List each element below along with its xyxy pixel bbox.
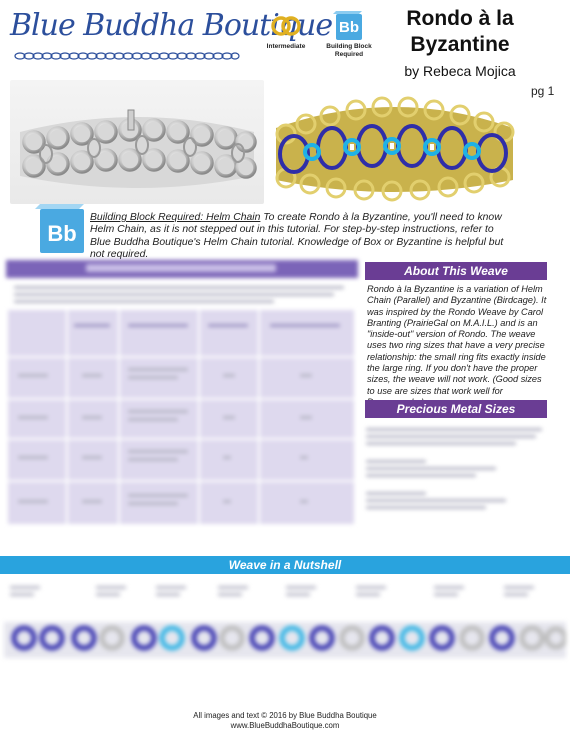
nutshell-heading: Weave in a Nutshell xyxy=(0,556,570,574)
title-line-1: Rondo à la xyxy=(406,7,514,30)
copyright-text: All images and text © 2016 by Blue Buddha Boutique xyxy=(193,711,377,720)
building-block-note xyxy=(90,212,510,262)
helm-chain-link[interactable]: Building Block Required: Helm Chain xyxy=(90,212,261,223)
building-block-text: To create Rondo à la Byzantine, you'll need to know Helm Chain, as it is not stepped out in this tutorial. For step-by-step instructions, refer to Blue Buddha Boutique's Helm Chain tutorial. Knowledge of Box or Byzantine is helpful but not required. xyxy=(90,212,504,261)
nutshell-steps-blurred xyxy=(4,578,566,698)
building-block-label-2: Required xyxy=(334,51,364,58)
intermediate-rings-icon xyxy=(268,14,304,40)
building-block-icon: Bb xyxy=(336,14,362,40)
website-link[interactable]: www.BlueBuddhaBoutique.com xyxy=(230,721,340,730)
building-block-large-icon: Bb xyxy=(40,209,84,253)
page-title xyxy=(356,6,564,58)
page-number: pg 1 xyxy=(531,84,555,98)
precious-sizes-blurred xyxy=(366,424,548,524)
about-text: Rondo à la Byzantine is a variation of Helm Chain (Parallel) and Byzantine (Birdcage). It was inspired by the Rondo Weave by Carol Branting (PrairieGal on M.A.I.L.) and is an "inside-out" version of Rondo. The weave uses two ring sizes that have a very precise relationship: the small ring fits exactly inside the large ring. If you don't have the proper sizes, the weave will not work. (Good sizes to use are sizes that work well for xyxy=(367,284,547,396)
logo-text: Blue Buddha Boutique xyxy=(10,8,333,43)
silver-bracelet-photo xyxy=(10,80,264,204)
title-line-2: Byzantine xyxy=(410,33,510,56)
logo-chain-decoration xyxy=(14,52,240,60)
about-heading: About This Weave xyxy=(365,262,547,280)
building-block-label-1: Building Block xyxy=(326,43,372,50)
blue-gold-bracelet-photo xyxy=(272,80,517,204)
footer xyxy=(0,711,570,731)
intermediate-badge xyxy=(256,14,316,51)
precious-heading: Precious Metal Sizes xyxy=(365,400,547,418)
ring-size-table-blurred xyxy=(6,260,358,528)
author: by Rebeca Mojica xyxy=(404,63,516,79)
level-label: Intermediate xyxy=(266,43,306,50)
